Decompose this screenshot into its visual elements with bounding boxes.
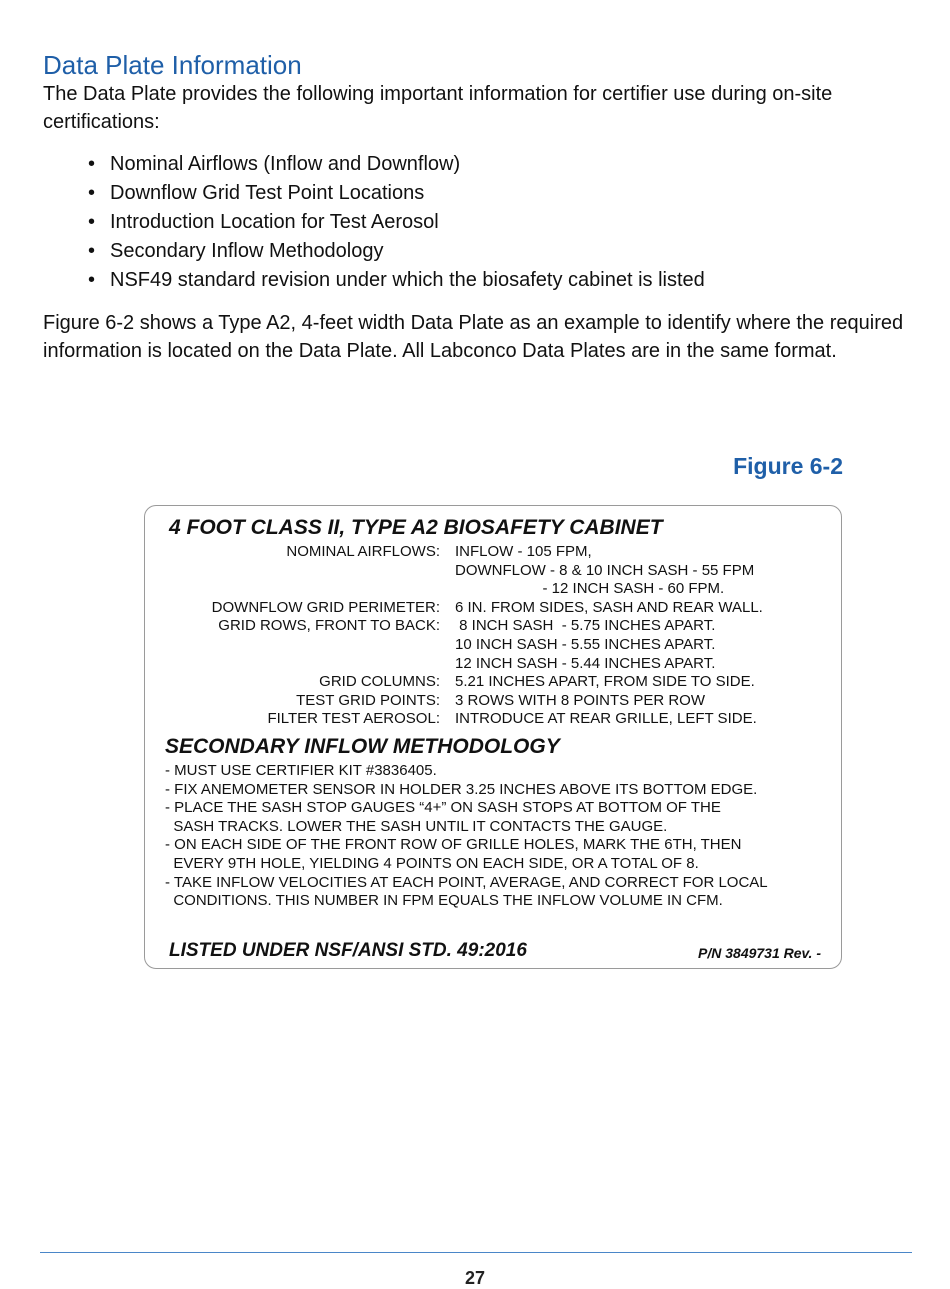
section-heading: Data Plate Information — [43, 50, 302, 80]
list-item: - FIX ANEMOMETER SENSOR IN HOLDER 3.25 INCHES ABOVE ITS BOTTOM EDGE. — [165, 780, 758, 798]
bullet-icon: • — [88, 153, 96, 175]
list-item: • Secondary Inflow Methodology — [43, 237, 903, 266]
info-bullet-list — [43, 150, 903, 295]
list-item: - PLACE THE SASH STOP GAUGES “4+” ON SASH STOPS AT BOTTOM OF THE — [165, 799, 721, 817]
list-item: • Nominal Airflows (Inflow and Downflow) — [43, 150, 903, 179]
bullet-icon: • — [88, 211, 96, 233]
list-item: SASH TRACKS. LOWER THE SASH UNTIL IT CONTACTS THE GAUGE. — [165, 817, 668, 835]
bullet-icon: • — [88, 182, 96, 204]
table-row: NOMINAL AIRFLOWS: INFLOW - 105 FPM, — [286, 543, 592, 560]
secondary-inflow-title: SECONDARY INFLOW METHODOLOGY — [165, 735, 560, 758]
plate-title: 4 FOOT CLASS II, TYPE A2 BIOSAFETY CABINET — [169, 516, 663, 539]
table-row: - 12 INCH SASH - 60 FPM. — [455, 580, 725, 598]
bullet-icon: • — [88, 269, 96, 291]
figure-label: Figure 6-2 — [733, 453, 843, 479]
table-row: FILTER TEST AEROSOL: INTRODUCE AT REAR GRILLE, LEFT SIDE. — [267, 710, 757, 728]
list-item: EVERY 9TH HOLE, YIELDING 4 POINTS ON EACH SIDE, OR A TOTAL OF 8. — [165, 854, 699, 872]
list-item: • NSF49 standard revision under which the biosafety cabinet is listed — [43, 266, 903, 295]
list-item: - TAKE INFLOW VELOCITIES AT EACH POINT, AVERAGE, AND CORRECT FOR LOCAL — [165, 873, 768, 891]
secondary-inflow-steps — [165, 762, 768, 911]
list-item: - MUST USE CERTIFIER KIT #3836405. — [165, 762, 437, 779]
table-row: 12 INCH SASH - 5.44 INCHES APART. — [455, 654, 716, 672]
list-item: CONDITIONS. THIS NUMBER IN FPM EQUALS THE INFLOW VOLUME IN CFM. — [165, 892, 723, 910]
table-row: GRID COLUMNS: 5.21 INCHES APART, FROM SIDE TO SIDE. — [319, 673, 755, 691]
list-item: • Introduction Location for Test Aerosol — [43, 208, 903, 237]
table-row: GRID ROWS, FRONT TO BACK: 8 INCH SASH - 5.75 INCHES APART. — [218, 617, 716, 635]
table-row: 10 INCH SASH - 5.55 INCHES APART. — [455, 635, 716, 653]
list-item: - ON EACH SIDE OF THE FRONT ROW OF GRILLE HOLES, MARK THE 6TH, THEN — [165, 836, 742, 854]
intro-paragraph: The Data Plate provides the following important information for certifier use during on-site certifications: — [43, 83, 833, 133]
bullet-icon: • — [88, 240, 96, 262]
page-number: 27 — [464, 1268, 486, 1288]
table-row: DOWNFLOW GRID PERIMETER: 6 IN. FROM SIDES, SASH AND REAR WALL. — [211, 598, 763, 616]
footer-divider — [40, 1252, 912, 1253]
plate-spec-table — [145, 543, 843, 729]
figure-description: Figure 6-2 shows a Type A2, 4-feet width Data Plate as an example to identify where the required information is located on the Data Plate. All Labconco Data Plates are in the same format. — [43, 312, 904, 362]
table-row: DOWNFLOW - 8 & 10 INCH SASH - 55 FPM — [455, 561, 755, 579]
data-plate — [144, 505, 842, 969]
list-item: • Downflow Grid Test Point Locations — [43, 179, 903, 208]
listing-standard: LISTED UNDER NSF/ANSI STD. 49:2016 — [169, 940, 527, 961]
part-number: P/N 3849731 Rev. - — [698, 945, 821, 961]
table-row: TEST GRID POINTS: 3 ROWS WITH 8 POINTS PER ROW — [296, 691, 706, 709]
